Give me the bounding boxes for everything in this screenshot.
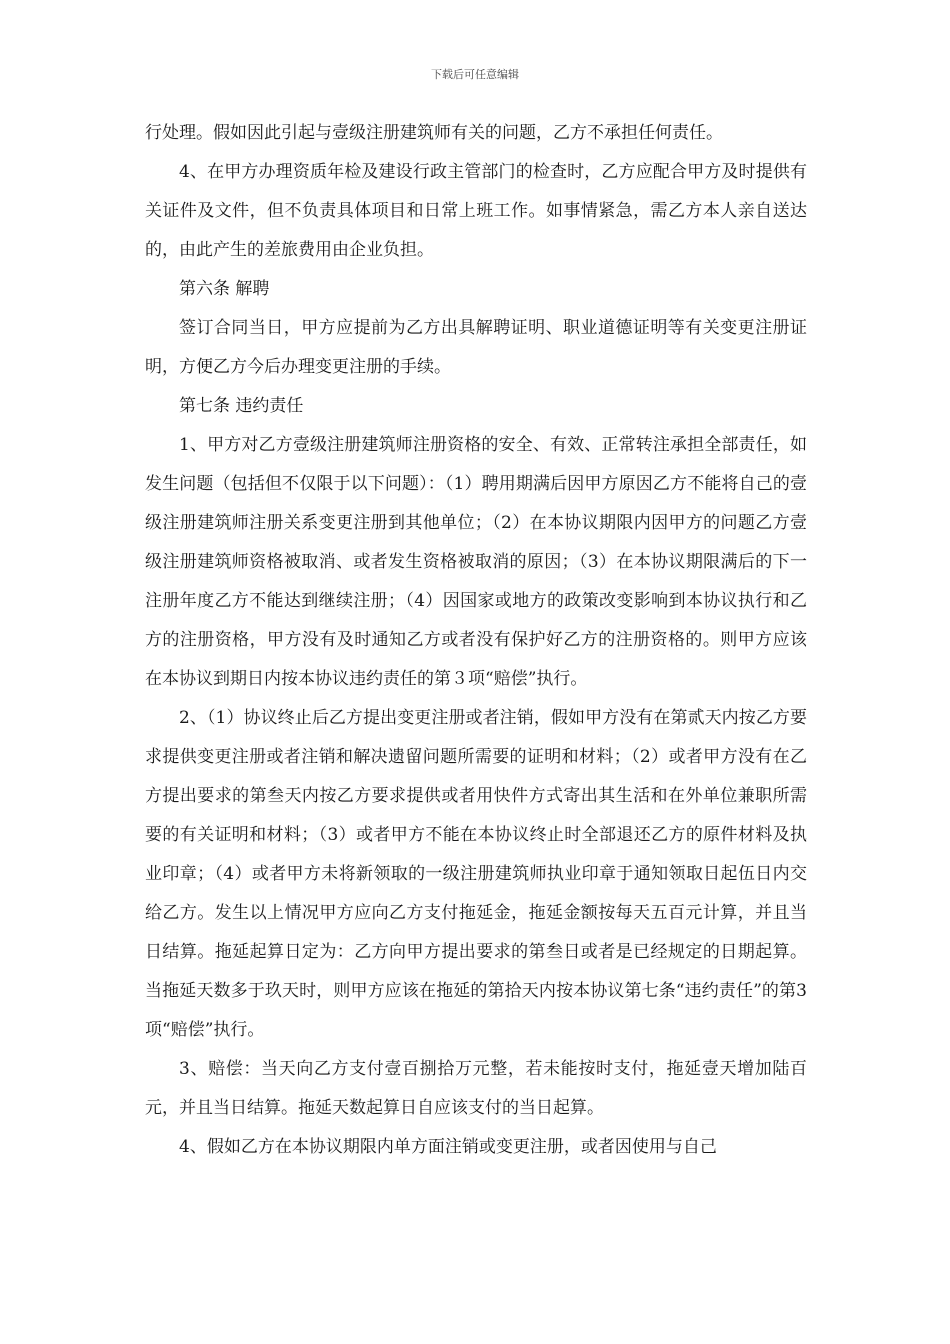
paragraph-article7-item2: 2、（1）协议终止后乙方提出变更注册或者注销，假如甲方没有在第贰天内按乙方要求提供变更注册或者注销和解决遗留问题所需要的证明和材料；（2）或者甲方没有在乙方提出要求的第叁天内按乙方要求提供或者用快件方式寄出其生活和在外单位兼职所需要的有关证明和材料；（3）或者甲方不能在本协议终止时全部退还乙方的原件材料及执业印章；（4）或者甲方未将新领取的一级注册建筑师执业印章于通知领取日起伍日内交给乙方。发生以上情况甲方应向乙方支付拖延金，拖延金额按每天五百元计算，并且当日结算。拖延起算日定为：乙方向甲方提出要求的第叁日或者是已经规定的日期起算。当拖延天数多于玖天时，则甲方应该在拖延的第拾天内按本协议第七条“违约责任”的第3项“赔偿”执行。 xyxy=(145,708,807,1040)
document-body xyxy=(145,114,807,1167)
paragraph-article5-item4: 4、在甲方办理资质年检及建设行政主管部门的检查时，乙方应配合甲方及时提供有关证件及文件，但不负责具体项目和日常上班工作。如事情紧急，需乙方本人亲自送达的，由此产生的差旅费用由企业负担。 xyxy=(145,162,807,260)
paragraph-article7-item4: 4、假如乙方在本协议期限内单方面注销或变更注册，或者因使用与自己 xyxy=(179,1137,717,1157)
paragraph-article7-item3: 3、赔偿：当天向乙方支付壹百捌拾万元整，若未能按时支付，拖延壹天增加陆百元，并且当日结算。拖延天数起算日自应该支付的当日起算。 xyxy=(145,1059,807,1118)
paragraph-article6-body: 签订合同当日，甲方应提前为乙方出具解聘证明、职业道德证明等有关变更注册证明，方便乙方今后办理变更注册的手续。 xyxy=(145,318,807,377)
paragraph-article7-item1: 1、甲方对乙方壹级注册建筑师注册资格的安全、有效、正常转注承担全部责任，如发生问题（包括但不仅限于以下问题）：（1）聘用期满后因甲方原因乙方不能将自己的壹级注册建筑师注册关系变更注册到其他单位；（2）在本协议期限内因甲方的问题乙方壹级注册建筑师资格被取消、或者发生资格被取消的原因；（3）在本协议期限满后的下一注册年度乙方不能达到继续注册；（4）因国家或地方的政策改变影响到本协议执行和乙方的注册资格，甲方没有及时通知乙方或者没有保护好乙方的注册资格的。则甲方应该在本协议到期日内按本协议违约责任的第３项“赔偿”执行。 xyxy=(145,435,807,689)
header-note: 下载后可任意编辑 xyxy=(431,68,519,81)
heading-article6: 第六条 解聘 xyxy=(179,279,270,299)
paragraph-continuation: 行处理。假如因此引起与壹级注册建筑师有关的问题，乙方不承担任何责任。 xyxy=(145,123,723,143)
heading-article7: 第七条 违约责任 xyxy=(179,396,304,416)
